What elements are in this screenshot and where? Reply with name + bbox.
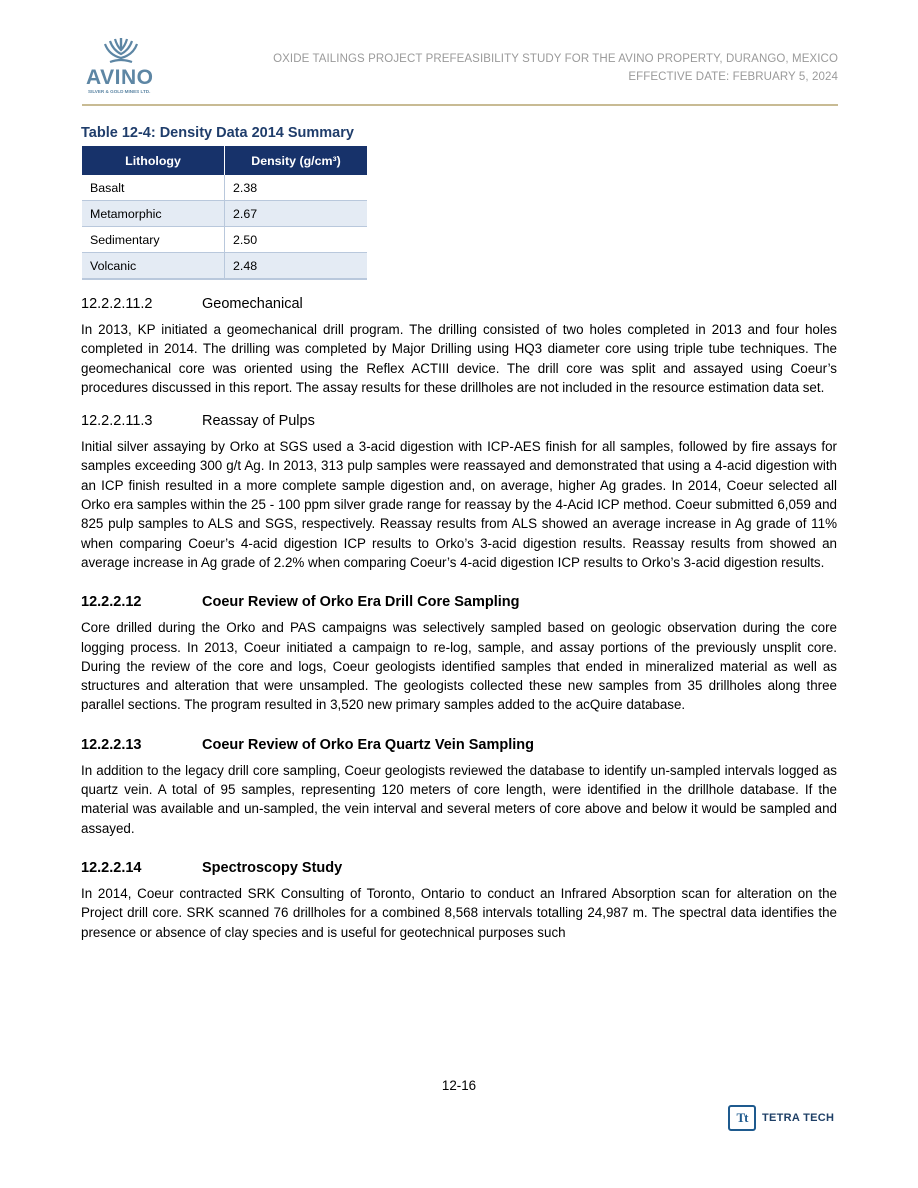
cell-density: 2.38 [225,175,368,201]
section-heading-geomechanical [81,296,837,312]
section-title: Geomechanical [202,296,303,312]
section-number: 12.2.2.12 [81,594,142,611]
column-header-density: Density (g/cm³) [225,146,368,175]
section-title: Spectroscopy Study [202,859,343,876]
table-row [82,227,367,253]
column-header-lithology: Lithology [82,146,225,175]
header-title: OXIDE TAILINGS PROJECT PREFEASIBILITY STUDY FOR THE AVINO PROPERTY, DURANGO, MEXICO [273,53,838,65]
section-heading-drill-core-sampling [81,594,837,610]
section-body-quartz-vein-sampling: In addition to the legacy drill core sampling, Coeur geologists reviewed the database to identify un-sampled intervals logged as quartz vein. A total of 95 samples, representing 120 meters of core length, were identified in the drillhole database. If the material was available and un-sampled, the vein interval and several meters of core above and below it would be sampled and assayed. [81,762,837,836]
section-body-geomechanical: In 2013, KP initiated a geomechanical drill program. The drilling consisted of two holes completed in 2013 and four holes completed in 2014. The drilling was completed by Major Drilling using HQ3 diameter core using triple tube techniques. The geomechanical core was oriented using the Reflex ACTIII device. The drill core was split and assayed using Coeur’s procedures discussed in this report. The assay results for these drillholes are not included in the resource estimation data set. [81,322,837,395]
section-heading-reassay-of-pulps [81,413,837,429]
section-number: 12.2.2.14 [81,859,142,876]
cell-lithology: Metamorphic [82,201,225,227]
cell-density: 2.48 [225,253,368,280]
table-row [82,201,367,227]
section-heading-spectroscopy-study [81,860,837,876]
page-header [82,36,838,104]
section-title: Reassay of Pulps [202,413,315,430]
logo-wordmark: AVINO [86,66,154,89]
section-heading-quartz-vein-sampling [81,737,837,753]
avino-logo [82,36,162,100]
section-number: 12.2.2.11.3 [81,413,153,430]
cell-lithology: Sedimentary [82,227,225,253]
tetra-tech-wordmark: TETRA TECH [762,1112,835,1124]
table-header-row [82,146,367,175]
section-title: Coeur Review of Orko Era Drill Core Sampling [202,594,520,611]
section-number: 12.2.2.11.2 [81,296,153,312]
density-table [82,146,367,280]
tetra-tech-mark-icon: Tt [728,1105,756,1131]
header-divider [82,104,838,106]
section-number: 12.2.2.13 [81,736,142,753]
header-effective-date: EFFECTIVE DATE: FEBRUARY 5, 2024 [628,71,838,83]
page-content [81,125,837,942]
cell-lithology: Basalt [82,175,225,201]
avino-logo-icon [102,36,140,66]
section-body-reassay-of-pulps: Initial silver assaying by Orko at SGS used a 3-acid digestion with ICP-AES finish for all samples, followed by fire assays for samples exceeding 300 g/t Ag. In 2013, 313 pulp samples were reassayed and demonstrated that using a 4-acid digestion with an ICP finish resulted in a more complete sample digestion and, on average, higher Ag grades. In 2014, Coeur selected all Orko era samples within the 25 - 100 ppm silver grade range for reassay by the 4-Acid ICP method. Coeur submitted 6,059 and 825 pulp samples to ALS and SGS, respectively. Reassay results from ALS showed an average increase in Ag grade of 11% when comparing Coeur’s 4-acid digestion ICP results to Orko’s 3-acid digestion results. Reassay results from showed an average increase in Ag grade of 2.2% when comparing Coeur’s 4-acid digestion ICP results to Orko’s 3-acid digestion results. [81,439,837,570]
tetra-tech-logo [728,1105,834,1131]
table-row [82,175,367,201]
section-body-drill-core-sampling: Core drilled during the Orko and PAS campaigns was selectively sampled based on geologic observation during the core logging process. In 2013, Coeur initiated a campaign to re-log, sample, and assay portions of the previously unsplit core. During the review of the core and logs, Coeur geologists identified samples that ended in mineralized material as well as structures and alteration that were unsampled. The geologists collected these new samples from 35 drillholes along three parallel sections. The program resulted in 3,520 new primary samples added to the acQuire database. [81,620,837,713]
cell-density: 2.50 [225,227,368,253]
table-caption: Table 12-4: Density Data 2014 Summary [81,125,354,141]
cell-density: 2.67 [225,201,368,227]
cell-lithology: Volcanic [82,253,225,280]
page-number: 12-16 [441,1078,477,1093]
logo-subtext: SILVER & GOLD MINES LTD. [88,89,151,94]
section-body-spectroscopy-study: In 2014, Coeur contracted SRK Consulting of Toronto, Ontario to conduct an Infrared Absorption scan for alteration on the Project drill core. SRK scanned 76 drillholes for a combined 8,568 intervals totalling 24,987 m. The spectral data identifies the presence or absence of clay species and is useful for geotechnical purposes such [81,885,837,940]
section-title: Coeur Review of Orko Era Quartz Vein Sampling [202,736,534,753]
table-row [82,253,367,280]
